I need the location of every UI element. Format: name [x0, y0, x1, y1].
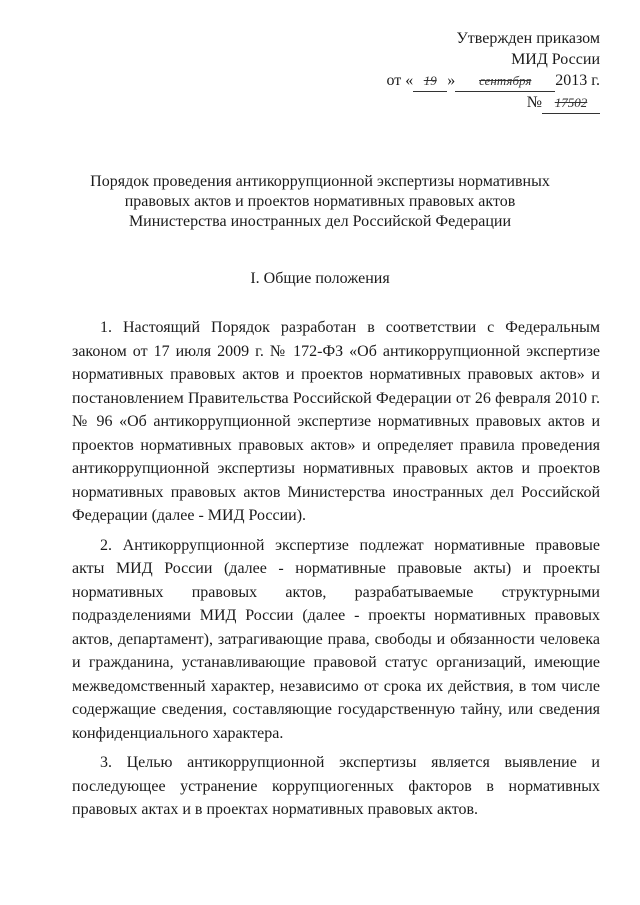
date-day: 19 [413, 70, 447, 92]
approval-line-1: Утвержден приказом [456, 30, 600, 47]
date-month: сентября [455, 70, 555, 92]
date-year: 2013 г. [555, 72, 600, 89]
title-line-3: Министерства иностранных дел Российской Федерации [128, 213, 512, 230]
order-number: 17502 [542, 92, 600, 114]
approval-number [386, 92, 600, 114]
number-prefix: № [526, 94, 542, 111]
section-heading: I. Общие положения [250, 270, 390, 287]
approval-date [386, 70, 600, 92]
approval-stamp [386, 28, 600, 114]
document-body [72, 316, 600, 828]
title-line-1: Порядок проведения антикоррупционной экспертизы нормативных [90, 173, 550, 190]
approval-line-2: МИД России [511, 51, 600, 68]
date-prefix: от « [386, 72, 414, 89]
document-title [40, 172, 600, 232]
paragraph-1: 1. Настоящий Порядок разработан в соответствии с Федеральным законом от 17 июля 2009 г. № 172-ФЗ «Об антикоррупционной экспертизе нормативных правовых актов и проектов нормативных правовых актов» и постановлением Правительства Российской Федерации от 26 февраля 2010 г. № 96 «Об антикоррупционной экспертизе нормативных правовых актов и проектов нормативных правовых актов» и определяет правила проведения антикоррупционной экспертизы нормативных правовых актов и проектов нормативных правовых актов Министерства иностранных дел Российской Федерации (далее - МИД России). [72, 319, 600, 524]
title-line-2: правовых актов и проектов нормативных правовых актов [124, 193, 516, 210]
paragraph-3: 3. Целью антикоррупционной экспертизы является выявление и последующее устранение коррупциогенных факторов в нормативных правовых актах и в проектах нормативных правовых актов. [72, 754, 600, 818]
paragraph-2: 2. Антикоррупционной экспертизе подлежат нормативные правовые акты МИД России (далее - нормативные правовые акты) и проекты нормативных правовых актов, разрабатываемые структурными подразделениями МИД России (далее - проекты нормативных правовых актов, департамент), затрагивающие права, свободы и обязанности человека и гражданина, устанавливающие правовой статус организаций, имеющие межведомственный характер, независимо от срока их действия, в том числе содержащие сведения, составляющие государственную тайну, или сведения конфиденциального характера. [72, 536, 600, 742]
date-mid: » [447, 72, 456, 89]
